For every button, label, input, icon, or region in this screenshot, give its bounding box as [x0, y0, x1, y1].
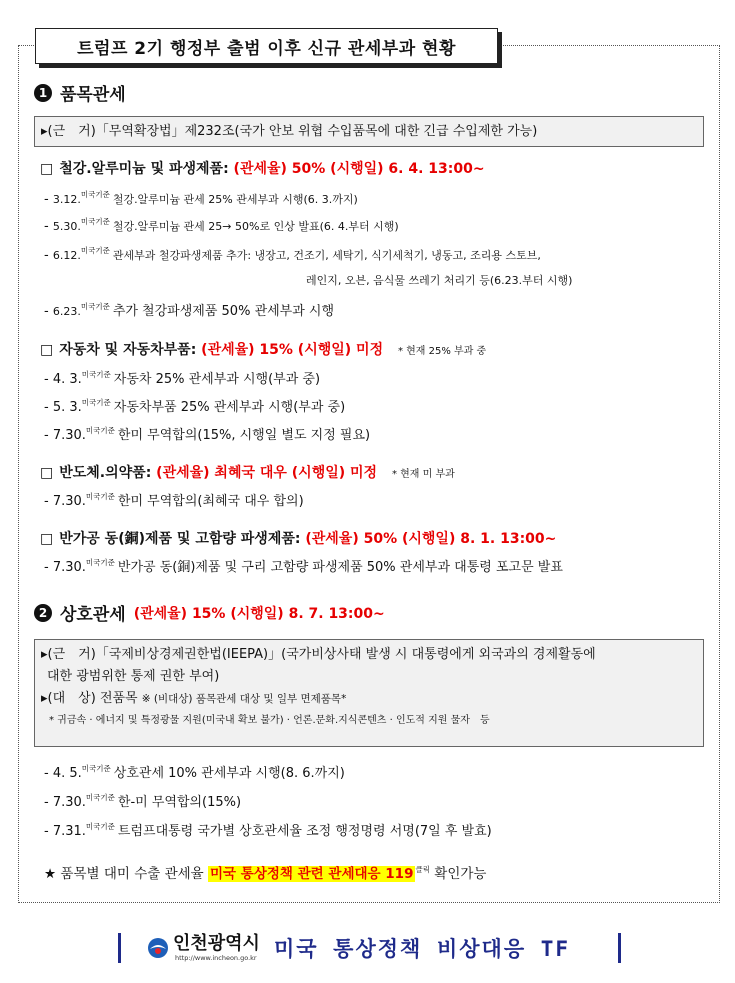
section1-basis [34, 116, 704, 147]
list-item: - 7.31.$^{미국기준}$ 트럼프대통령 국가별 상호관세율 조정 행정명령 서명(7일 후 발효) [44, 822, 492, 839]
list-item: - 4. 5.$^{미국기준}$ 상호관세 10% 관세부과 시행(8. 6.까지) [44, 764, 345, 781]
item-auto-title: 자동차 및 자동차부품: [59, 342, 197, 358]
item-auto-heading [40, 339, 486, 359]
page-title [35, 28, 498, 64]
checkbox-icon: □ [40, 465, 54, 481]
footer-bar-left [118, 933, 121, 963]
section2-heading [34, 600, 385, 625]
item-semi-tariff: (관세율) 최혜국 대우 (시행일) 미정 [156, 465, 378, 481]
org-name: 인천광역시 [173, 932, 260, 954]
item-copper-title: 반가공 동(銅)제품 및 고함량 파생제품: [59, 531, 301, 547]
item-semi-title: 반도체.의약품: [59, 465, 152, 481]
team-name: 미국 통상정책 비상대응 TF [273, 937, 571, 961]
item-auto-note: * 현재 25% 부과 중 [397, 346, 487, 357]
star-icon: ★ [44, 866, 57, 882]
item-copper-heading [40, 528, 556, 548]
notice-line [44, 862, 486, 882]
target-line: ▸(대 상) 전품목 ※ (비대상) 품목관세 대상 및 일부 면제품목* [41, 691, 347, 706]
section2-number: 2 [34, 604, 52, 622]
section2-title: 상호관세 [60, 605, 126, 625]
section2-tariff: (관세율) 15% (시행일) 8. 7. 13:00~ [133, 605, 385, 622]
exempt-note: * 귀금속 · 에너지 및 특정광물 지원(미국내 확보 불가) · 언론.문화.지식콘텐츠 · 인도적 지원 물자 등 [49, 715, 490, 726]
footer-bar-right [618, 933, 621, 963]
tariff-119-link[interactable]: 미국 통상정책 관련 관세대응 119 [210, 866, 414, 882]
list-item: - 4. 3.$^{미국기준}$ 자동차 25% 관세부과 시행(부과 중) [44, 370, 321, 387]
item-steel-heading [40, 158, 485, 178]
list-item: - 3.12.$^{미국기준}$ 철강.알루미늄 관세 25% 관세부과 시행(6. 3.까지) [44, 190, 358, 207]
item-semi-heading [40, 462, 455, 482]
basis-line: ▸(근 거)「국제비상경제권한법(IEEPA)」(국가비상사태 발생 시 대통령에게 외국과의 경제활동에 [41, 647, 596, 662]
item-steel-title: 철강.알루미늄 및 파생제품: [59, 161, 229, 177]
list-item: - 6.12.$^{미국기준}$ 관세부과 철강파생제품 추가: 냉장고, 건조기, 세탁기, 식기세척기, 냉동고, 조리용 스토브, [44, 246, 541, 263]
item-semi-note: * 현재 미 부과 [391, 469, 455, 480]
page-title-text: 트럼프 2기 행정부 출범 이후 신규 관세부과 현황 [77, 38, 456, 59]
checkbox-icon: □ [40, 531, 54, 547]
list-item: - 7.30.$^{미국기준}$ 한-미 무역합의(15%) [44, 793, 242, 810]
org-url: http://www.incheon.go.kr [175, 953, 257, 962]
item-auto-tariff: (관세율) 15% (시행일) 미정 [201, 342, 384, 358]
item-copper-tariff: (관세율) 50% (시행일) 8. 1. 13:00~ [305, 531, 557, 547]
incheon-logo-icon [147, 937, 169, 959]
list-item: - 7.30.$^{미국기준}$ 반가공 동(銅)제품 및 구리 고함량 파생제품 50% 관세부과 대통령 포고문 발표 [44, 558, 563, 575]
list-item-continuation: 레인지, 오븐, 음식물 쓰레기 처리기 등(6.23.부터 시행) [306, 274, 573, 287]
basis-label: ▸(근 거) [41, 124, 96, 139]
notice-suffix: 확인가능 [434, 866, 487, 882]
click-tag: 클릭 [415, 865, 430, 874]
notice-prefix: 품목별 대미 수출 관세율 [60, 866, 204, 882]
list-item: - 6.23.$^{미국기준}$ 추가 철강파생제품 50% 관세부과 시행 [44, 302, 335, 319]
section1-number: 1 [34, 84, 52, 102]
list-item: - 7.30.$^{미국기준}$ 한미 무역합의(최혜국 대우 합의) [44, 492, 304, 509]
list-item: - 7.30.$^{미국기준}$ 한미 무역합의(15%, 시행일 별도 지정 필요) [44, 426, 371, 443]
checkbox-icon: □ [40, 342, 54, 358]
list-item: - 5.30.$^{미국기준}$ 철강.알루미늄 관세 25→ 50%로 인상 발표(6. 4.부터 시행) [44, 217, 399, 234]
footer [118, 932, 621, 964]
basis-line: 대한 광범위한 통제 권한 부여) [47, 669, 220, 684]
section1-title: 품목관세 [60, 85, 126, 105]
checkbox-icon: □ [40, 161, 54, 177]
item-steel-tariff: (관세율) 50% (시행일) 6. 4. 13:00~ [233, 161, 485, 177]
basis-text: 「무역확장법」제232조(국가 안보 위협 수입품목에 대한 긴급 수입제한 가능) [95, 124, 538, 139]
list-item: - 5. 3.$^{미국기준}$ 자동차부품 25% 관세부과 시행(부과 중) [44, 398, 346, 415]
incheon-logo [147, 932, 260, 962]
section2-basis [34, 639, 704, 747]
section1-heading [34, 80, 126, 105]
